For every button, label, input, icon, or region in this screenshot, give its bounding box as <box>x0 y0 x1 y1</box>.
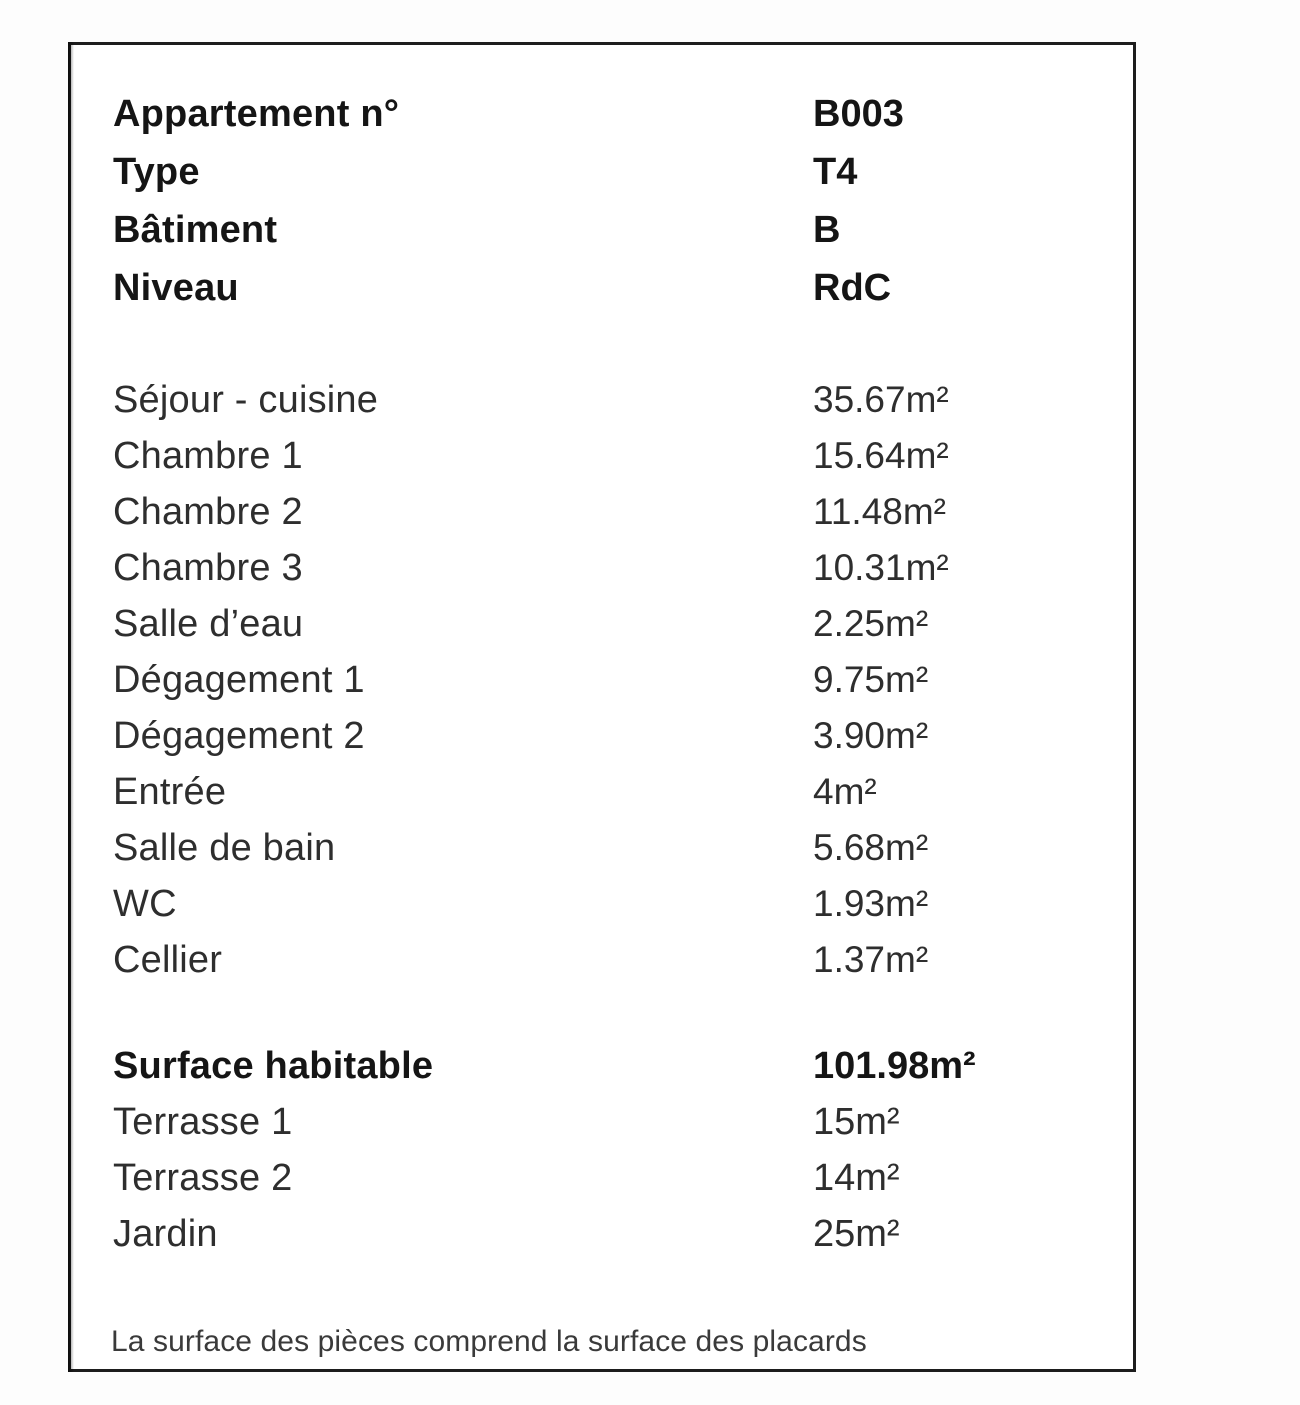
row-value: 14m² <box>813 1157 900 1199</box>
row-label: Terrasse 2 <box>113 1157 293 1199</box>
row-value: 1.37m² <box>813 939 929 980</box>
spacer <box>93 325 1113 379</box>
spacer <box>93 995 1113 1045</box>
row-label: Dégagement 2 <box>113 715 365 757</box>
table-row <box>93 209 1113 267</box>
row-label: Entrée <box>113 771 227 813</box>
table-row <box>93 883 1113 939</box>
summary-block <box>93 1045 1113 1269</box>
row-label: Type <box>113 151 200 193</box>
table-row <box>93 603 1113 659</box>
table-row <box>93 547 1113 603</box>
table-row <box>93 151 1113 209</box>
table-body <box>93 93 1113 1363</box>
row-value: 5.68m² <box>813 827 929 868</box>
row-value: B <box>813 209 841 251</box>
row-value: 3.90m² <box>813 715 929 756</box>
row-value: 9.75m² <box>813 659 929 700</box>
table-row <box>93 939 1113 995</box>
row-label: Séjour - cuisine <box>113 379 379 421</box>
table-row <box>93 267 1113 325</box>
table-row <box>93 435 1113 491</box>
table-row <box>93 1157 1113 1213</box>
total-row <box>93 1045 1113 1101</box>
header-block <box>93 93 1113 325</box>
row-value: 15m² <box>813 1101 900 1143</box>
row-label: Chambre 2 <box>113 491 303 533</box>
row-label: Appartement n° <box>113 93 400 135</box>
row-value: 101.98m² <box>813 1045 976 1087</box>
row-label: Chambre 3 <box>113 547 303 589</box>
row-label: Jardin <box>113 1213 218 1255</box>
row-label: Bâtiment <box>113 209 278 251</box>
row-label: Salle de bain <box>113 827 336 869</box>
footnote: La surface des pièces comprend la surface des placards <box>111 1325 867 1358</box>
row-value: 2.25m² <box>813 603 929 644</box>
table-row <box>93 1213 1113 1269</box>
row-value: 1.93m² <box>813 883 929 924</box>
table-row <box>93 93 1113 151</box>
row-label: Terrasse 1 <box>113 1101 293 1143</box>
apartment-spec-table <box>68 42 1136 1372</box>
row-value: RdC <box>813 267 892 309</box>
row-label: Surface habitable <box>113 1045 434 1087</box>
table-row <box>93 1101 1113 1157</box>
table-row <box>93 771 1113 827</box>
table-row <box>93 715 1113 771</box>
row-value: 35.67m² <box>813 379 949 420</box>
row-value: B003 <box>813 93 904 135</box>
table-row <box>93 659 1113 715</box>
row-value: 25m² <box>813 1213 900 1255</box>
table-row <box>93 491 1113 547</box>
row-value: 4m² <box>813 771 877 812</box>
row-label: Niveau <box>113 267 239 309</box>
row-label: Salle d’eau <box>113 603 304 645</box>
row-label: Cellier <box>113 939 223 981</box>
row-label: Chambre 1 <box>113 435 303 477</box>
row-value: 11.48m² <box>813 491 946 532</box>
row-value: 15.64m² <box>813 435 949 476</box>
row-label: WC <box>113 883 177 925</box>
table-row <box>93 379 1113 435</box>
row-value: T4 <box>813 151 858 193</box>
row-value: 10.31m² <box>813 547 949 588</box>
table-row <box>93 827 1113 883</box>
rooms-block <box>93 379 1113 995</box>
row-label: Dégagement 1 <box>113 659 365 701</box>
